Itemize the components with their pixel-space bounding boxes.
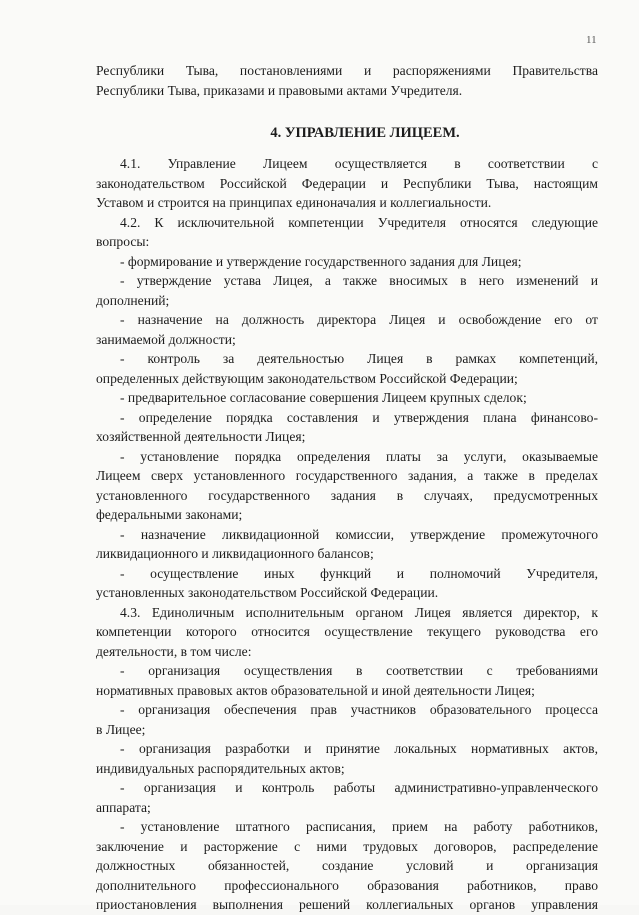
paragraph-line: деятельности, в том числе: [96, 643, 252, 659]
list-item-line: - организация разработки и принятие локальных нормативных актов, [120, 741, 598, 756]
list-item-line: - определение порядка составления и утверждения плана финансово- [120, 409, 598, 425]
list-item-line: аппарата; [96, 799, 151, 815]
list-item-line: - организация обеспечения прав участников образовательного процесса [120, 702, 598, 717]
intro-line: Республики Тыва, постановлениями и распоряжениями Правительства [96, 63, 598, 78]
list-item-line: - организация и контроль работы административно-управленческого [120, 780, 598, 795]
paragraph-line: Уставом и строится на принципах единоначалия и коллегиальности. [96, 195, 492, 210]
paragraph-line: вопросы: [96, 234, 150, 249]
list-item-line: - организация осуществления в соответствии с требованиями [120, 663, 598, 678]
paragraph-line: компетенции которого относится осуществление текущего руководства его [96, 624, 598, 639]
list-item-line: ликвидационного и ликвидационного балансов; [96, 546, 374, 561]
list-item-line: Лицеем сверх установленного государственного задания, а также в пределах [96, 468, 598, 483]
list-item-line: хозяйственной деятельности Лицея; [96, 429, 306, 444]
list-item-line: дополнительного профессионального образования работников, право [96, 877, 598, 893]
list-item-line: индивидуальных распорядительных актов; [96, 760, 345, 776]
list-item-line: в Лицее; [96, 721, 146, 737]
list-item-line: - назначение на должность директора Лицея и освобождение его от [120, 312, 598, 327]
list-item-line: - назначение ликвидационной комиссии, утверждение промежуточного [120, 526, 598, 542]
intro-line: Республики Тыва, приказами и правовыми актами Учредителя. [96, 82, 463, 98]
paragraph-line: 4.1. Управление Лицеем осуществляется в соответствии с [120, 156, 598, 171]
list-item-line: - формирование и утверждение государственного задания для Лицея; [120, 253, 522, 269]
list-item-line: - утверждение устава Лицея, а также вносимых в него изменений и [120, 273, 598, 288]
paragraph-line: 4.3. Единоличным исполнительным органом Лицея является директор, к [120, 604, 598, 620]
list-item-line: установленных законодательством Российской Федерации. [96, 585, 439, 600]
list-item-line: - контроль за деятельностью Лицея в рамках компетенций, [120, 351, 598, 366]
list-item-line: занимаемой должности; [96, 331, 236, 347]
list-item-line: заключение и расторжение с ними трудовых договоров, распределение [96, 838, 598, 854]
list-item-line: дополнений; [96, 292, 170, 308]
list-item-line: определенных действующим законодательством Российской Федерации; [96, 370, 518, 386]
section-title: 4. УПРАВЛЕНИЕ ЛИЦЕЕМ. [270, 125, 460, 141]
list-item-line: - установление порядка определения платы за услуги, оказываемые [120, 448, 598, 464]
paragraph-line: законодательством Российской Федерации и Республики Тыва, настоящим [96, 175, 598, 191]
list-item-line: - осуществление иных функций и полномочий Учредителя, [120, 565, 598, 581]
list-item-line: приостановления выполнения решений коллегиальных органов управления [96, 897, 598, 912]
page-number: 11 [586, 34, 597, 46]
list-item-line: - предварительное согласование совершения Лицеем крупных сделок; [120, 390, 527, 405]
list-item-line: должностных обязанностей, создание условий и организация [96, 858, 598, 873]
list-item-line: установленного государственного задания в случаях, предусмотренных [96, 487, 598, 503]
document-body [96, 61, 598, 915]
paragraph-line: 4.2. К исключительной компетенции Учредителя относятся следующие [120, 214, 598, 230]
list-item-line: нормативных правовых актов образовательной и иной деятельности Лицея; [96, 682, 535, 698]
list-item-line: федеральными законами; [96, 507, 243, 522]
list-item-line: - установление штатного расписания, прием на работу работников, [120, 819, 598, 834]
